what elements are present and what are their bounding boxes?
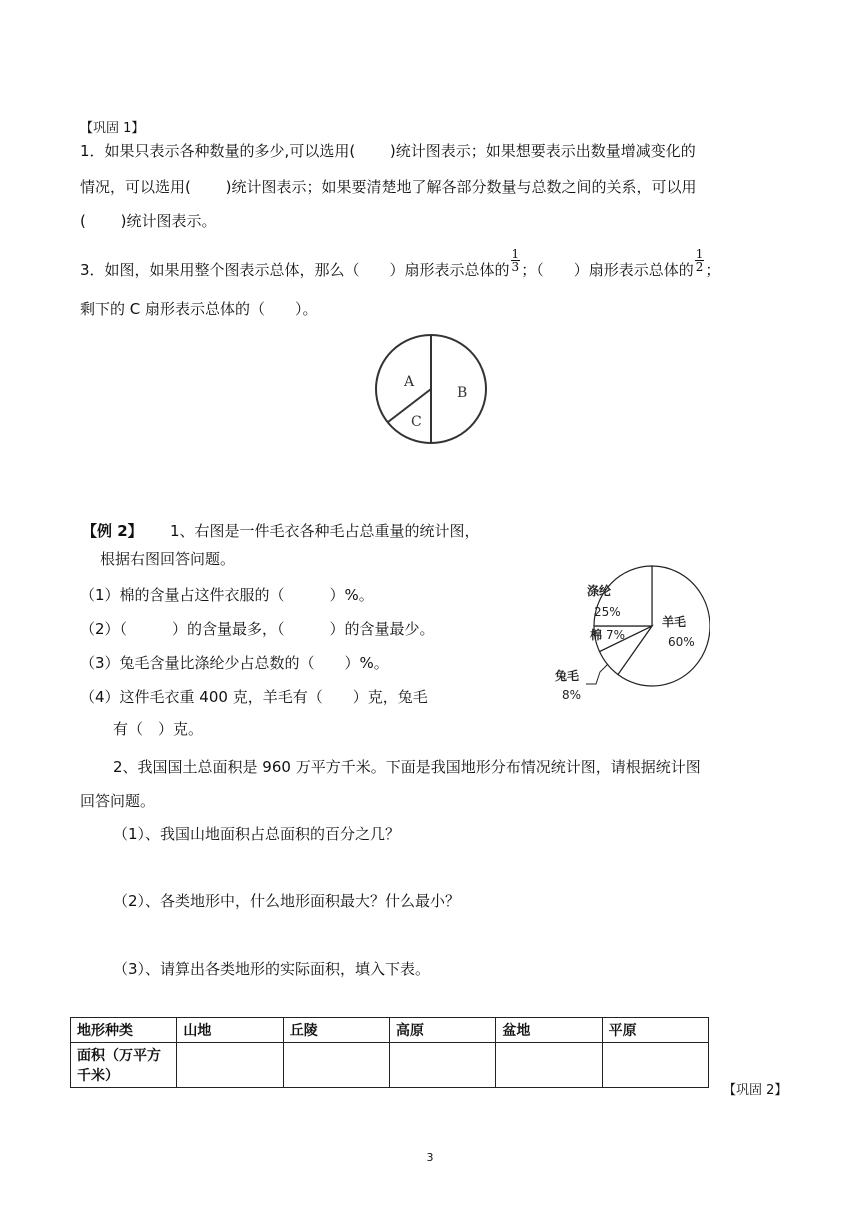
example-2-q4-line2: 有（ ）克。 — [113, 720, 204, 738]
example-2-intro-line1: 1、右图是一件毛衣各种毛占总重量的统计图， — [170, 522, 480, 540]
q3-line-2: 剩下的 C 扇形表示总体的（ ）。 — [80, 300, 318, 318]
pie-label-wool: 羊毛 — [662, 615, 687, 629]
example-2-q3: （3）兔毛含量比涤纶少占总数的（ ）%。 — [80, 654, 389, 672]
fraction-numerator: 1 — [695, 247, 704, 261]
pie-label-polyester: 涤纶 — [587, 584, 612, 598]
sector-label-b: B — [457, 385, 468, 401]
q1-line-3: ( )统计图表示。 — [80, 212, 217, 230]
pie-label-rabbit: 兔毛 — [555, 669, 580, 683]
table-header-cell: 山地 — [177, 1018, 283, 1043]
row-label-line1: 面积（万平方 — [77, 1048, 161, 1064]
table-cell-empty[interactable] — [283, 1043, 389, 1088]
fraction-numerator: 1 — [511, 247, 520, 261]
pie-label-cotton: 棉 — [590, 628, 603, 642]
sector-label-a: A — [404, 374, 415, 390]
section-heading-consolidate-1: 【巩固 1】 — [80, 121, 145, 136]
table-header-row — [71, 1018, 709, 1043]
circle-diagram — [370, 330, 494, 448]
example-2-q4-line1: （4）这件毛衣重 400 克，羊毛有（ ）克，兔毛 — [80, 688, 428, 706]
q3-text-part3: ； — [705, 261, 721, 279]
fraction-denominator: 2 — [695, 260, 704, 274]
pie-value-rabbit: 8% — [562, 688, 582, 702]
q3-text-part2: ；（ ）扇形表示总体的 — [521, 261, 694, 279]
pie-slices — [594, 566, 710, 686]
part2-line1: 2、我国国土总面积是 960 万平方千米。下面是我国地形分布情况统计图，请根据统计图 — [113, 758, 701, 776]
table-cell-empty[interactable] — [496, 1043, 602, 1088]
table-header-cell: 高原 — [390, 1018, 496, 1043]
table-row — [71, 1043, 709, 1088]
table-cell-empty[interactable] — [177, 1043, 283, 1088]
q1-line-1: 1．如果只表示各种数量的多少,可以选用( )统计图表示；如果想要表示出数量增减变化的 — [80, 142, 696, 160]
part2-sub-question-2: （2）、各类地形中，什么地形面积最大？什么最小？ — [113, 892, 461, 910]
row-label-line2: 千米） — [77, 1068, 119, 1084]
fraction-denominator: 3 — [511, 260, 520, 274]
terrain-area-table — [70, 1017, 709, 1088]
fraction-one-third — [511, 248, 521, 273]
q3-text-part1: 3．如图，如果用整个图表示总体，那么（ ）扇形表示总体的 — [80, 261, 510, 279]
table-cell-empty[interactable] — [390, 1043, 496, 1088]
example-2-q2: （2）（ ）的含量最多，（ ）的含量最少。 — [80, 620, 435, 638]
q1-line-2: 情况，可以选用( )统计图表示；如果要清楚地了解各部分数量与总数之间的关系，可以用 — [80, 178, 697, 196]
sector-label-c: C — [411, 414, 422, 430]
table-header-cell: 丘陵 — [283, 1018, 389, 1043]
consolidate-2-heading: 【巩固 2】 — [723, 1083, 788, 1098]
table-row-label — [71, 1043, 177, 1088]
wool-pie-chart — [550, 560, 710, 710]
pie-value-cotton: 7% — [606, 628, 626, 642]
q3-line-1 — [80, 247, 721, 283]
pie-value-polyester: 25% — [594, 605, 621, 619]
pie-leader-line-rabbit — [586, 664, 608, 684]
part2-sub-question-1: （1）、我国山地面积占总面积的百分之几？ — [113, 825, 401, 843]
example-2-q1: （1）棉的含量占这件衣服的（ ）%。 — [80, 586, 374, 604]
part2-sub-question-3: （3）、请算出各类地形的实际面积，填入下表。 — [113, 960, 431, 978]
example-2-intro-line2: 根据右图回答问题。 — [100, 550, 236, 568]
table-header-cell: 盆地 — [496, 1018, 602, 1043]
table-header-cell: 平原 — [602, 1018, 708, 1043]
pie-value-wool: 60% — [668, 635, 695, 649]
example-2-heading: 【例 2】 — [82, 522, 143, 540]
circle-divider-c — [388, 389, 431, 422]
fraction-one-half — [695, 248, 705, 273]
table-header-cell: 地形种类 — [71, 1018, 177, 1043]
table-cell-empty[interactable] — [602, 1043, 708, 1088]
part2-line2: 回答问题。 — [80, 792, 156, 810]
page-number: 3 — [426, 1151, 434, 1164]
